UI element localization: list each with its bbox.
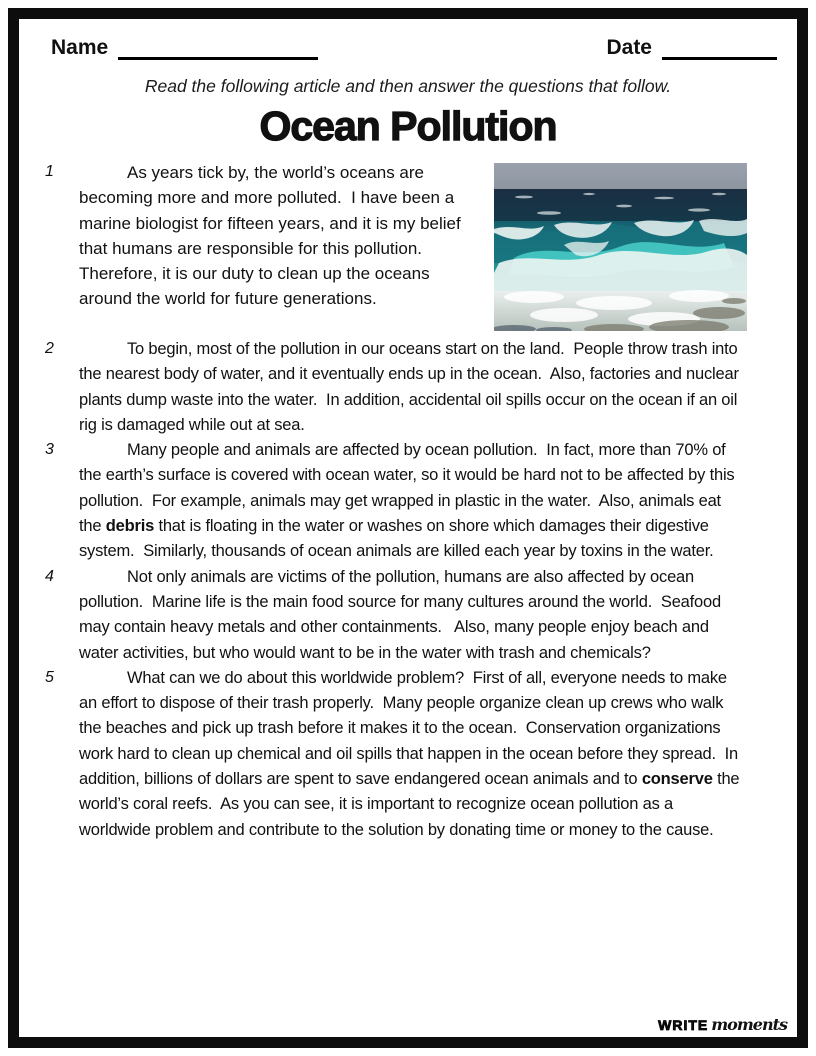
paragraph-number: 4 — [45, 567, 54, 585]
page — [19, 19, 797, 1037]
paragraph-segment: Many people and animals are affected by ocean pollution. In fact, more than 70% of the earth’s surface is covered with ocean water, so it would be hard not to be affected by this pollution. For example, animals may get wrapped in plastic in the water. Also, animals eat the — [79, 441, 739, 536]
paragraph-2 — [39, 337, 747, 438]
paragraph-segment: As years tick by, the world’s oceans are becoming more and more polluted. I have been a marine biologist for fifteen years, and it is my belief that humans are responsible for this pollution. Therefore, it is our duty to clean up the oceans around the world for future generations. — [79, 163, 466, 309]
header-row — [51, 35, 777, 60]
paragraph-text — [79, 438, 747, 564]
logo-write: WRITE — [658, 1017, 709, 1033]
paragraph-number: 5 — [45, 668, 54, 686]
name-field-line[interactable] — [118, 35, 318, 60]
instruction-text: Read the following article and then answer the questions that follow. — [144, 76, 672, 96]
paragraph-3 — [39, 438, 747, 564]
ocean-wave-photo — [494, 163, 747, 331]
page-title: Ocean Pollution — [259, 103, 557, 149]
date-field-group — [606, 35, 777, 60]
name-label: Name — [51, 36, 109, 59]
paragraph-text — [79, 337, 747, 438]
paragraph-segment: the world’s coral reefs. As you can see, it is important to recognize ocean pollution as a worldwide problem and contribute to the solution by donating time or money to the cause. — [79, 770, 744, 839]
paragraph-number: 2 — [45, 340, 54, 357]
paragraph-text — [79, 666, 747, 843]
paragraph-segment: To begin, most of the pollution in our oceans start on the land. People throw trash into the nearest body of water, and it eventually ends up in the ocean. Also, factories and nuclear plants dump waste into the water. In addition, accidental oil spills occur on the ocean if an oil rig is damaged while out at sea. — [79, 340, 744, 434]
page-border — [8, 8, 808, 1048]
paragraph-text — [79, 160, 747, 337]
paragraph-segment: What can we do about this worldwide problem? First of all, everyone needs to make an effort to dispose of their trash properly. Many people organize clean up crews who walk the beaches and pick up trash before it makes it to the ocean. Conservation organizations work hard to clean up chemical and oil spills that happen in the ocean before they spread. In addition, billions of dollars are spent to save endangered ocean animals and to — [79, 668, 743, 789]
paragraph-text — [79, 565, 747, 666]
paragraph-4 — [39, 565, 747, 666]
logo-moments: moments — [711, 1015, 787, 1034]
vocabulary-term-conserve: conserve — [641, 770, 713, 789]
date-field-line[interactable] — [662, 35, 777, 60]
name-field-group — [51, 35, 318, 60]
article — [39, 160, 747, 843]
vocabulary-term-debris: debris — [105, 517, 155, 536]
paragraph-segment: Not only animals are victims of the pollution, humans are also affected by ocean pollution. Marine life is the main food source for many cultures around the world. Seafood may contain heavy metals and other containments. Also, many people enjoy beach and water activities, but who would want to be in the water with trash and chemicals? — [79, 567, 726, 662]
date-label: Date — [606, 36, 652, 59]
paragraph-5 — [39, 666, 747, 843]
brand-logo — [658, 1015, 787, 1035]
paragraph-number: 1 — [45, 163, 54, 180]
paragraph-1 — [39, 160, 747, 337]
paragraph-number: 3 — [45, 441, 54, 459]
paragraph-segment: that is floating in the water or washes on shore which damages their digestive system. Similarly, thousands of ocean animals are killed each year by toxins in the water. — [79, 517, 714, 561]
